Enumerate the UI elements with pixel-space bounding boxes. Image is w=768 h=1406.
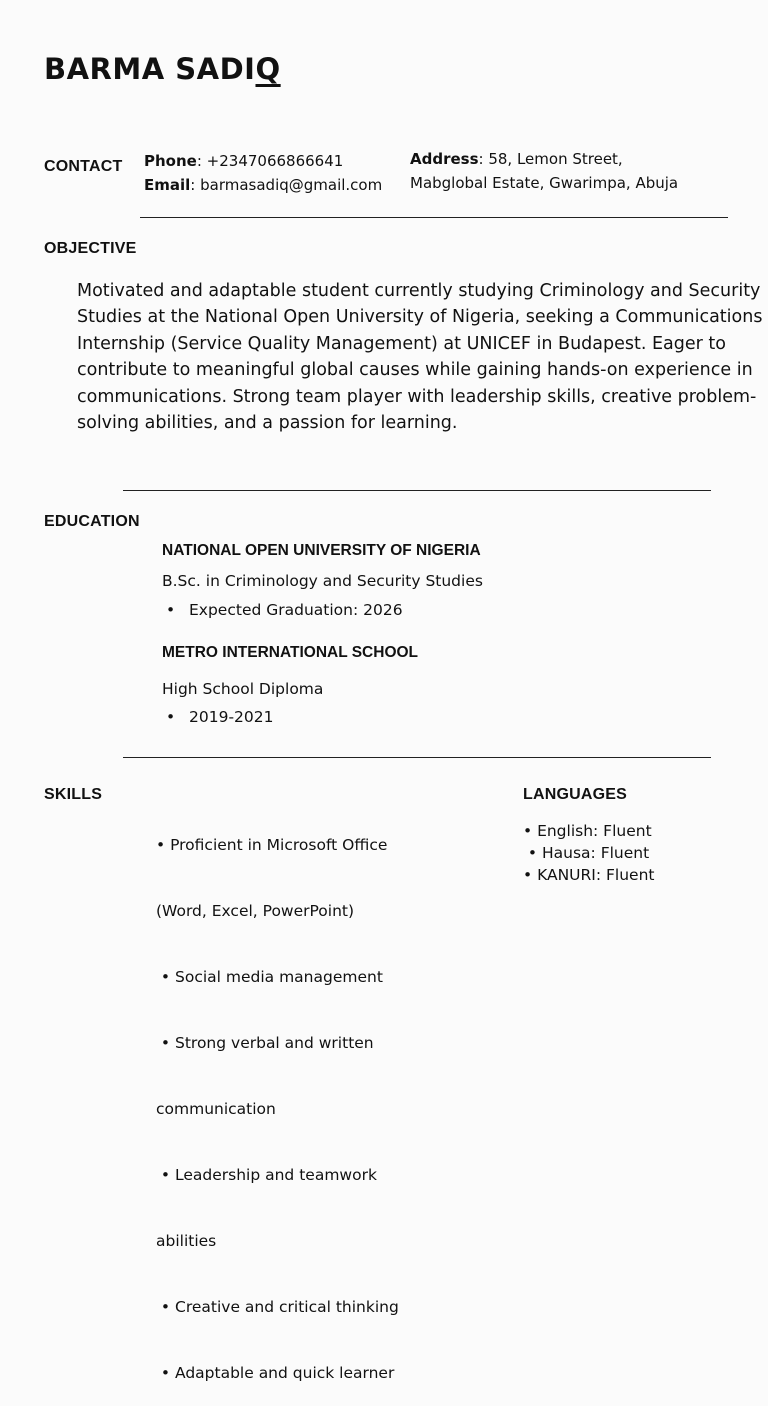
address-line-2: Mabglobal Estate, Gwarimpa, Abuja — [410, 174, 679, 192]
candidate-name — [44, 52, 281, 86]
email-label: Email — [144, 176, 191, 194]
objective-line: Internship (Service Quality Management) at UNICEF in Budapest. Eager to — [77, 333, 726, 354]
objective-divider — [123, 490, 711, 491]
email-value: : barmasadiq@gmail.com — [190, 176, 383, 194]
skill-line: • Proficient in Microsoft Office — [156, 836, 388, 854]
name-underlined-letter: Q — [255, 52, 281, 86]
skill-line: • Creative and critical thinking — [156, 1298, 399, 1316]
objective-line: contribute to meaningful global causes while gaining hands-on experience in — [77, 360, 753, 381]
phone-label: Phone — [144, 152, 197, 170]
email-line — [144, 173, 382, 197]
language-line: • Hausa: Fluent — [523, 844, 650, 862]
objective-line: Motivated and adaptable student currently studying Criminology and Security — [77, 281, 761, 301]
education-divider — [123, 757, 711, 758]
phone-line — [144, 149, 343, 173]
education-heading: EDUCATION — [44, 513, 140, 530]
school-bullet-text: 2019-2021 — [189, 708, 274, 726]
school-bullet — [166, 708, 274, 726]
objective-heading: OBJECTIVE — [44, 240, 137, 257]
bullet-dot: • — [166, 601, 176, 619]
objective-text — [77, 278, 767, 436]
school-degree: B.Sc. in Criminology and Security Studies — [162, 572, 483, 590]
skill-line: (Word, Excel, PowerPoint) — [156, 902, 355, 920]
name-main: BARMA SADI — [44, 52, 256, 86]
skill-line: • Strong verbal and written — [156, 1034, 374, 1052]
skill-line: communication — [156, 1100, 276, 1118]
objective-line: Studies at the National Open University of Nigeria, seeking a Communications — [77, 307, 763, 328]
school-bullet-text: Expected Graduation: 2026 — [189, 601, 403, 619]
languages-list — [523, 820, 654, 886]
contact-heading: CONTACT — [44, 158, 123, 175]
address-value-1: : 58, Lemon Street, — [478, 150, 623, 168]
skill-line: abilities — [156, 1232, 217, 1250]
contact-divider — [140, 217, 728, 218]
school-bullet — [166, 601, 403, 619]
objective-line: communications. Strong team player with leadership skills, creative problem- — [77, 386, 757, 407]
phone-value: : +2347066866641 — [196, 152, 344, 170]
address-label: Address — [410, 150, 479, 168]
school-name: METRO INTERNATIONAL SCHOOL — [162, 644, 419, 661]
school-degree: High School Diploma — [162, 680, 324, 698]
skill-line: • Social media management — [156, 968, 383, 986]
language-line: • KANURI: Fluent — [523, 866, 655, 884]
skill-line: • Leadership and teamwork — [156, 1166, 377, 1184]
language-line: • English: Fluent — [523, 822, 652, 840]
bullet-dot: • — [166, 708, 176, 726]
address-line-1 — [410, 147, 623, 171]
languages-heading: LANGUAGES — [523, 786, 628, 803]
skills-heading: SKILLS — [44, 786, 103, 803]
skill-line: • Adaptable and quick learner — [156, 1364, 395, 1382]
school-name: NATIONAL OPEN UNIVERSITY OF NIGERIA — [162, 542, 481, 559]
objective-line: solving abilities, and a passion for learning. — [77, 413, 458, 434]
skills-list — [156, 790, 399, 1406]
